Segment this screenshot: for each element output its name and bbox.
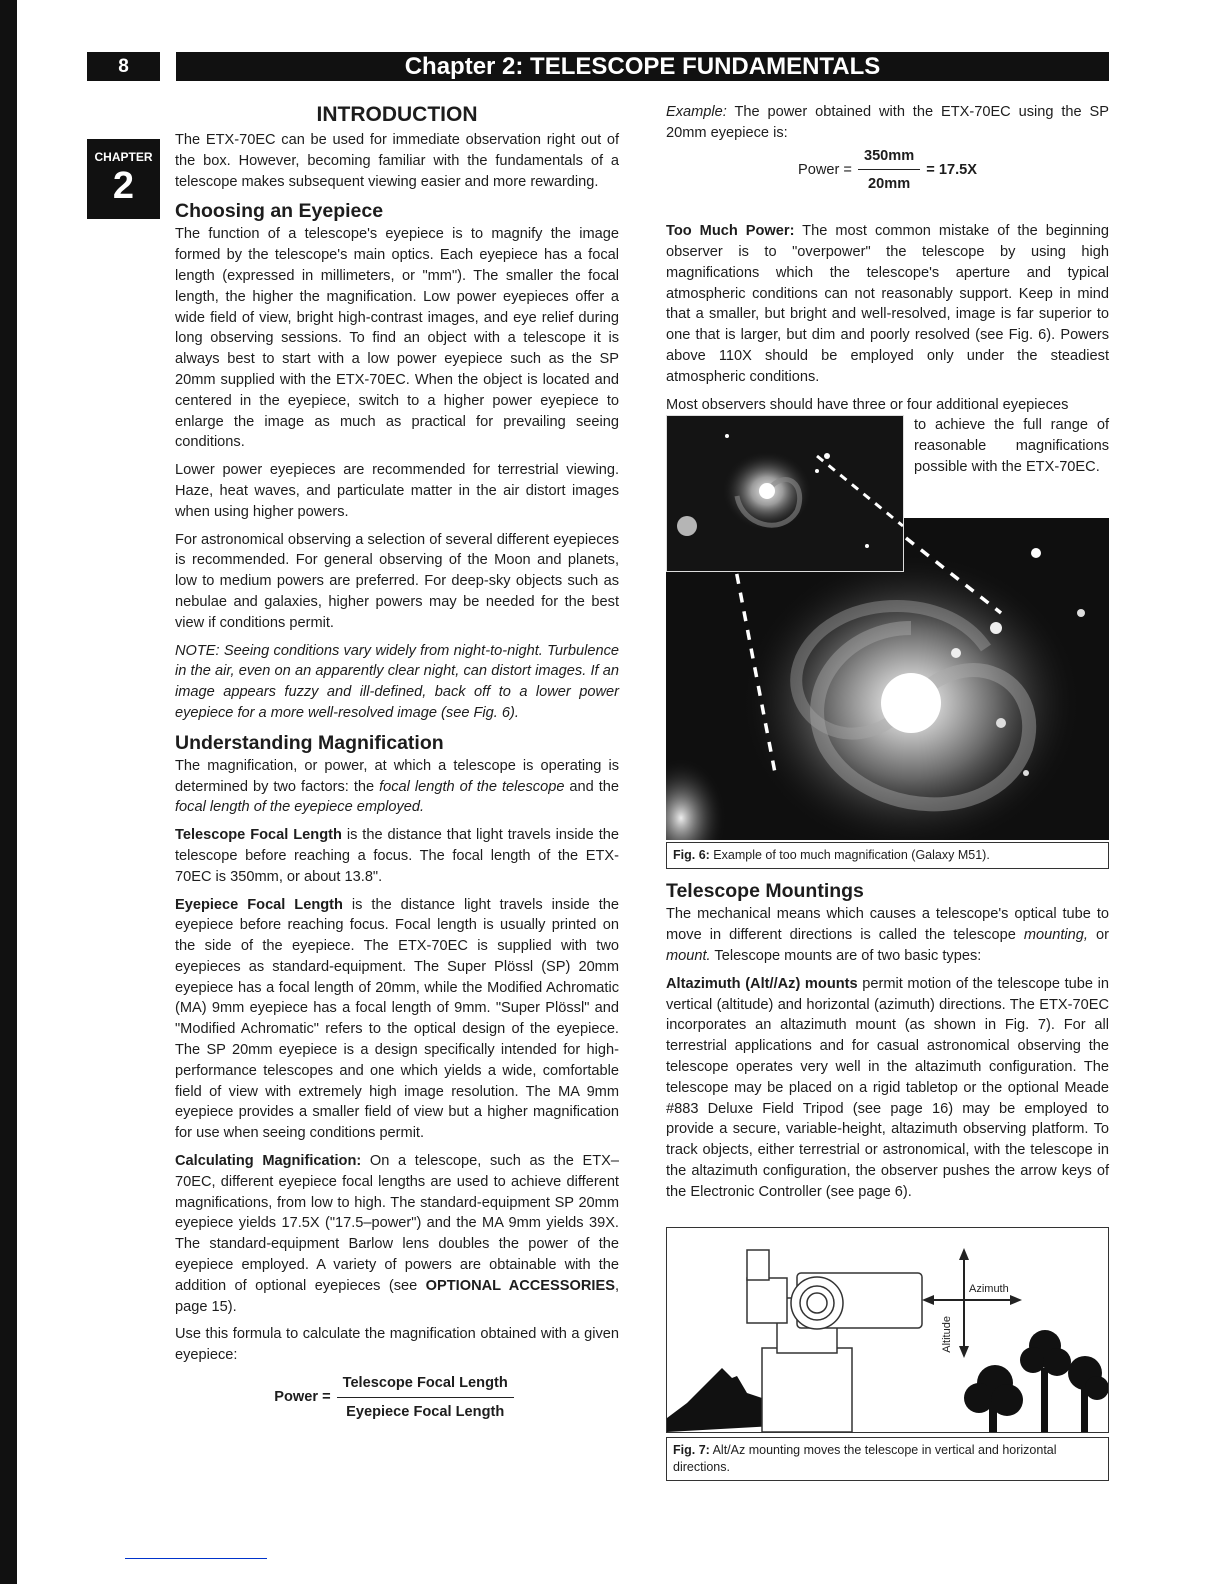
right-column xyxy=(666,102,1109,1481)
altazimuth-paragraph: Altazimuth (Alt//Az) mounts permit motion of the telescope tube in vertical (altitude) and horizontal (azimuth) directions. The ETX-70EC incorporates an altazimuth mount (as shown in Fig. 7). For all terrestrial applications and for casual astronomical observing the telescope operates very well in the altazimuth configuration. The telescope may be placed on a rigid tabletop or the optional Meade #883 Deluxe Field Tripod (see page 16) may be employed to provide a secure, variable-height, altazimuth observing platform. To track objects, either terrestrial or astronomical, with the telescope in the altazimuth configuration, the observer pushes the arrow keys of the Electronic Controller (see page 6). xyxy=(666,975,1109,1200)
eyepiece-focal-length-paragraph: Eyepiece Focal Length is the distance light travels inside the eyepiece before reaching focus. Focal length is usually printed on the side of the eyepiece. The ETX-70EC is supplied with two eyepieces as standard-equipment. The Super Plössl (SP) 20mm eyepiece has a focal length of 20mm, while the Modified Achromatic (MA) 9mm eyepiece has a focal length of 9mm. "Super Plössl" and "Modified Achromatic" refers to the optical design of the eyepiece. The SP 20mm eyepiece is a design specifically intended for high-performance telescopes and one which yields a wide, comfortable field of view with extremely high image resolution. The MA 9mm eyepiece provides a smaller field of view but a higher magnification for use when seeing conditions permit. xyxy=(175,896,619,1142)
eyepiece-paragraph-1: The function of a telescope's eyepiece is to magnify the image formed by the telescope's main optics. Each eyepiece has a focal length (expressed in millimeters, or "mm"). The smaller the focal length, the higher the magnification. Low power eyepieces offer a wide field of view, bright high-contrast images, and eye relief during long observing sessions. To find an object with a telescope it is always best to start with a low power eyepiece such as the SP 20mm supplied with the ETX-70EC. When the object is located and centered in the eyepiece, switch to a higher power eyepiece to enlarge the image as much as practical for prevailing seeing conditions. xyxy=(175,226,619,451)
example-result: = 17.5X xyxy=(926,161,977,178)
azimuth-label: Azimuth xyxy=(969,1282,1009,1295)
scan-edge xyxy=(0,0,17,1584)
seeing-note: NOTE: Seeing conditions vary widely from night-to-night. Turbulence in the air, even on an apparently clear night, can distort images. If an image appears fuzzy and ill-defined, back off to a lower power eyepiece for a more well-resolved image (see Fig. 6). xyxy=(175,642,619,721)
formula-denominator: Eyepiece Focal Length xyxy=(346,1403,505,1420)
example-denominator: 20mm xyxy=(868,176,911,193)
magnification-heading: Understanding Magnification xyxy=(175,731,444,754)
altitude-label: Altitude xyxy=(940,1315,953,1353)
example-numerator: 350mm xyxy=(858,146,920,171)
chapter-tab-number: 2 xyxy=(112,165,135,207)
power-formula xyxy=(175,1373,619,1423)
example-formula xyxy=(666,146,1109,196)
too-much-power-paragraph: Too Much Power: The most common mistake of the beginning observer is to "overpower" the telescope by using high magnifications which the telescope's aperture and typical atmospheric conditions can not reasonably support. Keep in mind that a smaller, but bright and well-resolved, image is far superior to one that is larger, but dim and poorly resolved (see Fig. 6). Powers above 110X should be employed only under the steadiest atmospheric conditions. xyxy=(666,223,1109,385)
example-paragraph: Example: The power obtained with the ETX-70EC using the SP 20mm eyepiece is: xyxy=(666,104,1109,141)
additional-eyepieces-line: Most observers should have three or four additional eyepieces xyxy=(666,396,1069,413)
magnification-paragraph: The magnification, or power, at which a telescope is operating is determined by two factors: the focal length of the telescope and the focal length of the eyepiece employed. xyxy=(175,757,619,816)
page-number: 8 xyxy=(87,52,160,81)
telescope-mountings-heading: Telescope Mountings xyxy=(666,880,864,903)
choosing-eyepiece-heading: Choosing an Eyepiece xyxy=(175,200,384,223)
left-column xyxy=(175,102,619,1429)
figure-7-diagram xyxy=(666,1227,1109,1433)
galaxy-inset-image xyxy=(666,415,904,572)
chapter-tab-label: CHAPTER xyxy=(94,150,153,164)
mountings-paragraph: The mechanical means which causes a telescope's optical tube to move in different directions is called the telescope mounting, or mount. Telescope mounts are of two basic types: xyxy=(666,906,1110,964)
figure-6-image xyxy=(666,415,1109,840)
eyepiece-paragraph-3: For astronomical observing a selection of several different eyepieces is recommended. For general observing of the Moon and planets, low to medium powers are preferred. For deep-sky objects such as nebulae and galaxies, higher powers may be needed for the best view if conditions permit. xyxy=(175,531,619,631)
chapter-tab xyxy=(87,139,160,219)
figure-6-caption: Fig. 6: Example of too much magnification (Galaxy M51). xyxy=(666,842,1109,869)
intro-paragraph: The ETX-70EC can be used for immediate observation right out of the box. However, becoming familiar with the fundamentals of a telescope makes subsequent viewing easier and more rewarding. xyxy=(175,132,619,190)
example-power-label: Power = xyxy=(798,161,852,178)
figure-7-caption: Fig. 7: Alt/Az mounting moves the telescope in vertical and horizontal directions. xyxy=(666,1437,1109,1481)
additional-eyepieces-wrap: to achieve the full range of reasonable magnifications possible with the ETX-70EC. xyxy=(914,417,1109,475)
eyepiece-paragraph-2: Lower power eyepieces are recommended for terrestrial viewing. Haze, heat waves, and particulate matter in the air distort images when using higher powers. xyxy=(175,462,619,520)
introduction-heading: INTRODUCTION xyxy=(316,103,478,126)
calculating-magnification-paragraph: Calculating Magnification: On a telescope, such as the ETX–70EC, different eyepiece focal lengths are used to achieve different magnifications, from low to high. The standard-equipment SP 20mm eyepiece yields 17.5X ("17.5–power") and the MA 9mm yields 39X. The standard-equipment Barlow lens doubles the power of the eyepiece employed. A variety of powers are obtainable with the addition of optional eyepieces (see OPTIONAL ACCESSORIES, page 15). xyxy=(175,1153,619,1315)
chapter-title: Chapter 2: TELESCOPE FUNDAMENTALS xyxy=(176,52,1109,81)
telescope-focal-length-paragraph: Telescope Focal Length is the distance that light travels inside the telescope before reaching a focus. The focal length of the ETX-70EC is 350mm, or about 13.8". xyxy=(175,827,620,885)
formula-power-label: Power = xyxy=(274,1389,331,1406)
formula-intro: Use this formula to calculate the magnification obtained with a given eyepiece: xyxy=(175,1326,619,1364)
bottom-rule xyxy=(125,1558,267,1559)
formula-numerator: Telescope Focal Length xyxy=(337,1373,514,1398)
